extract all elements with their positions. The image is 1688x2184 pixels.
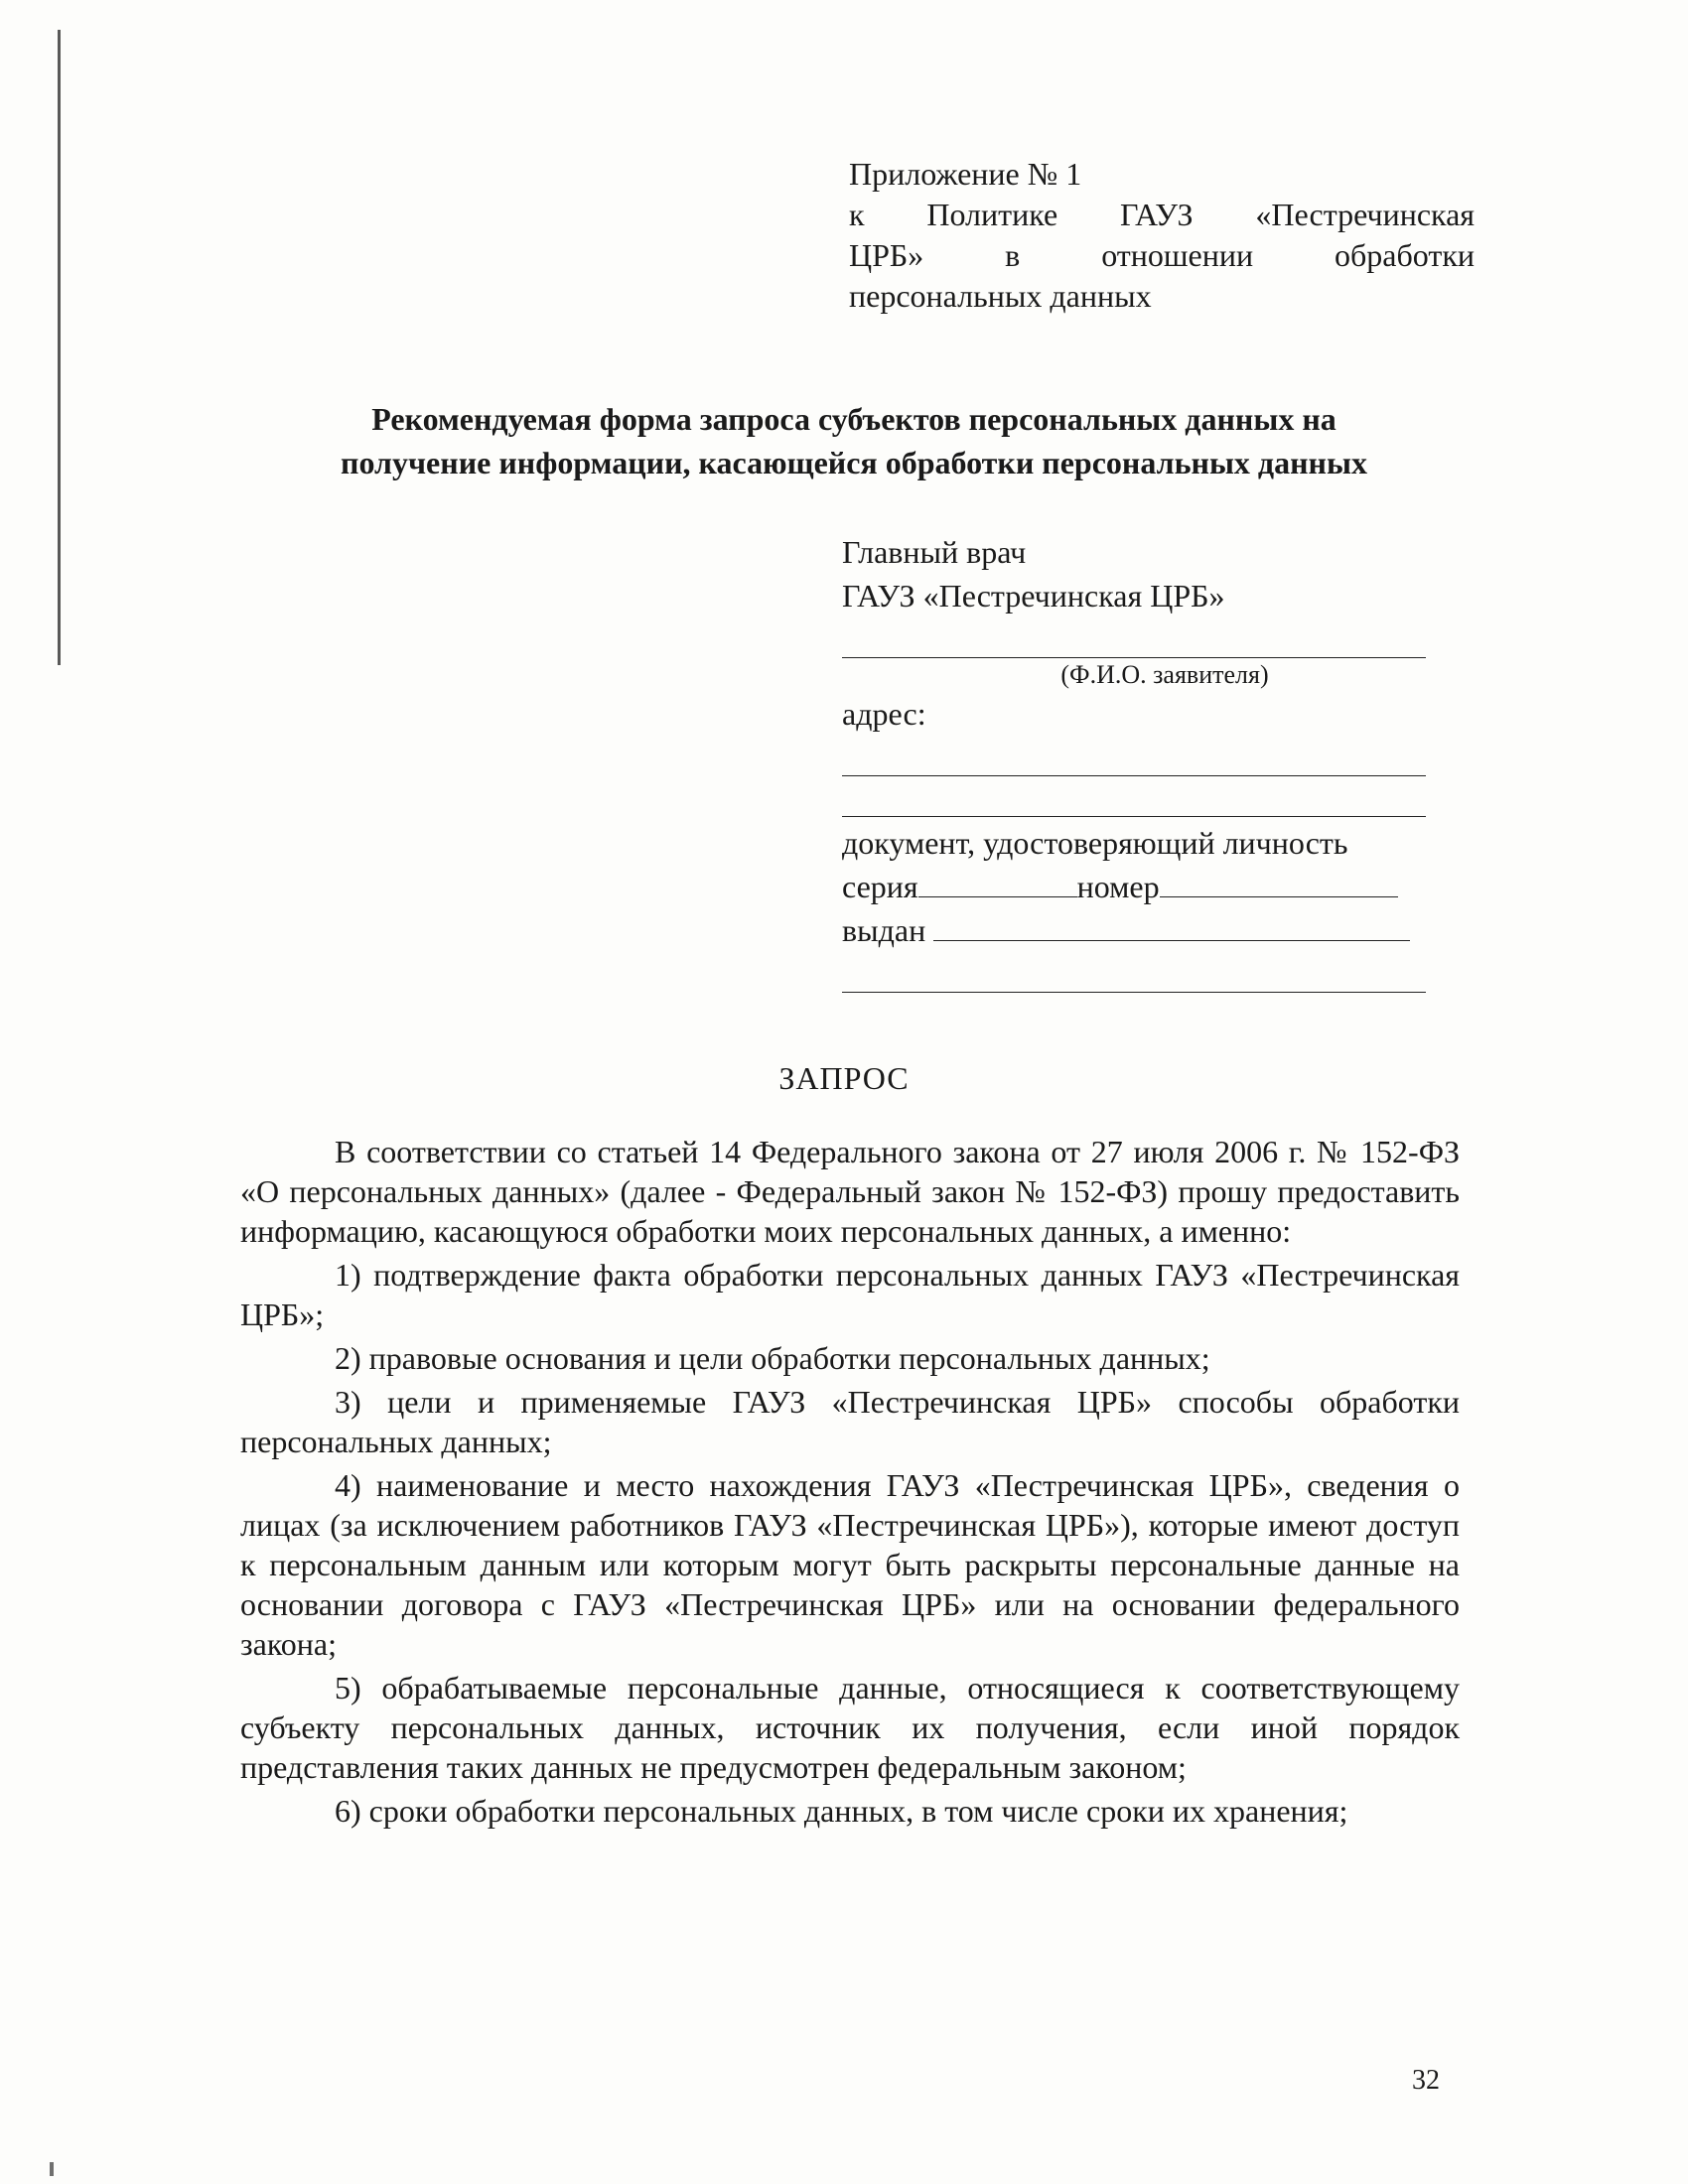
request-item: 5) обрабатываемые персональные данные, относящиеся к соответствующему субъекту персональных данных, источник их получения, если иной порядок представления таких данных не предусмотрен федеральным законом; (240, 1670, 1460, 1785)
series-field[interactable] (918, 865, 1077, 897)
request-item: 2) правовые основания и цели обработки персональных данных; (335, 1340, 1210, 1376)
series-label: серия (842, 869, 918, 904)
appendix-policy-line: ЦРБ» в отношении обработки (849, 237, 1475, 273)
issued-field[interactable] (933, 908, 1410, 941)
request-item: 4) наименование и место нахождения ГАУЗ «Пестречинская ЦРБ», сведения о лицах (за исключением работников ГАУЗ «Пестречинская ЦРБ»), которые имеют доступ к персональным данным или которым могут быть раскрыты персональные данные на основании договора с ГАУЗ «Пестречинская ЦРБ» или на основании федерального закона; (240, 1467, 1460, 1662)
applicant-name-caption: (Ф.И.О. заявителя) (1060, 660, 1269, 689)
address-field[interactable] (842, 776, 1426, 817)
form-heading-line: Рекомендуемая форма запроса субъектов персональных данных на (371, 401, 1336, 437)
request-body (240, 1132, 1460, 1835)
issued-row (842, 908, 1428, 952)
request-item: 3) цели и применяемые ГАУЗ «Пестречинская ЦРБ» способы обработки персональных данных; (240, 1384, 1460, 1459)
form-heading (258, 397, 1450, 484)
addressee-organization: ГАУЗ «Пестречинская ЦРБ» (842, 578, 1225, 614)
request-intro: В соответствии со статьей 14 Федерального закона от 27 июля 2006 г. № 152-ФЗ «О персональных данных» (далее - Федеральный закон № 152-ФЗ) прошу предоставить информацию, касающуюся обработки моих персональных данных, а именно: (240, 1134, 1460, 1249)
number-label: номер (1076, 869, 1160, 904)
appendix-reference (849, 154, 1475, 317)
addressee-block (842, 530, 1428, 993)
issued-label: выдан (842, 912, 926, 948)
address-field[interactable] (842, 736, 1426, 776)
number-field[interactable] (1160, 865, 1398, 897)
appendix-number: Приложение № 1 (849, 156, 1082, 192)
page-number: 32 (1412, 2065, 1440, 2096)
issued-field-continued[interactable] (842, 952, 1426, 993)
request-item: 1) подтверждение факта обработки персональных данных ГАУЗ «Пестречинская ЦРБ»; (240, 1257, 1460, 1332)
addressee-position: Главный врач (842, 534, 1027, 570)
id-series-number-row (842, 865, 1428, 908)
appendix-policy-line: к Политике ГАУЗ «Пестречинская (849, 197, 1475, 232)
request-title: ЗАПРОС (778, 1060, 910, 1096)
address-label: адрес: (842, 696, 926, 732)
appendix-policy-line: персональных данных (849, 278, 1152, 314)
applicant-name-field[interactable] (842, 617, 1426, 658)
id-document-label: документ, удостоверяющий личность (842, 825, 1348, 861)
form-heading-line: получение информации, касающейся обработки персональных данных (341, 445, 1367, 480)
request-item: 6) сроки обработки персональных данных, в том числе сроки их хранения; (335, 1793, 1348, 1829)
